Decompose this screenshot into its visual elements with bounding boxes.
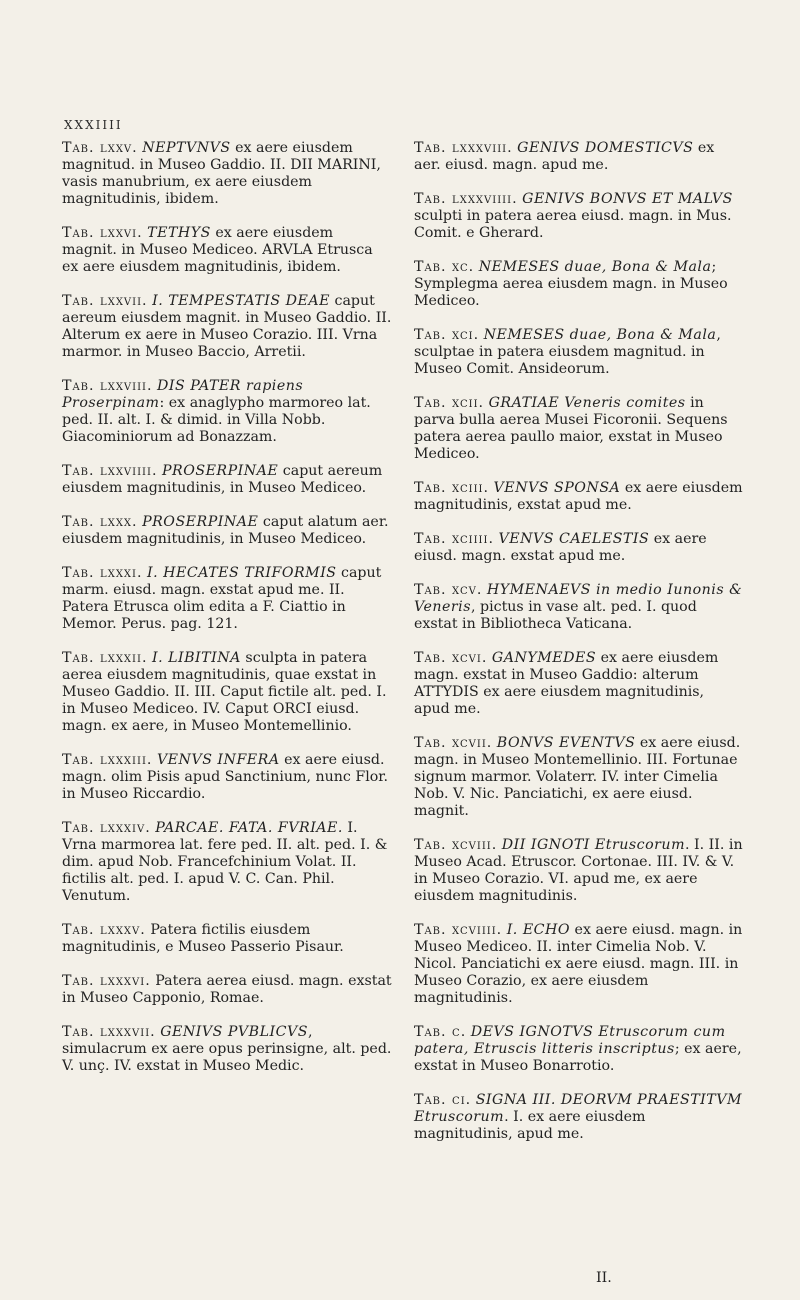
- plate-description: ex aere eiusdem magnitudinis, exstat apud me.: [414, 480, 743, 513]
- plate-subject: GENIVS BONVS ET MALVS: [522, 191, 733, 207]
- plate-label: Tab. xcv.: [414, 582, 483, 598]
- plate-label: Tab. c.: [414, 1024, 467, 1040]
- plate-subject: NEMESES duae, Bona & Mala: [483, 327, 717, 343]
- plate-label: Tab. lxxxviiii.: [414, 191, 518, 207]
- plate-description: sculpti in patera aerea eiusd. magn. in Mus. Comit. e Gherard.: [414, 208, 732, 241]
- plate-subject: DIS PATER rapiens Proserpinam: [62, 378, 304, 411]
- plate-label: Tab. xc.: [414, 259, 475, 275]
- plate-subject: I. ECHO: [506, 922, 571, 938]
- plate-subject: HYMENAEVS in medio Iunonis & Veneris: [414, 582, 743, 615]
- plate-description: , simulacrum ex aere opus perinsigne, alt. ped. V. unç. IV. exstat in Museo Medic.: [62, 1024, 392, 1074]
- catalog-entry: [62, 820, 392, 905]
- plate-label: Tab. lxxxi.: [62, 565, 143, 581]
- catalog-entry: [62, 378, 392, 446]
- plate-description: I. Vrna marmorea lat. fere ped. II. alt. ped. I. & dim. apud Nob. Francefchinium Volat. II. fictilis alt. ped. I. apud V. C. Can. Phil. Venutum.: [62, 820, 388, 904]
- plate-subject: DII IGNOTI Etruscorum: [501, 837, 686, 853]
- catalog-entry: [414, 650, 744, 718]
- plate-description: ; ex aere, exstat in Museo Bonarrotio.: [414, 1041, 742, 1074]
- catalog-entry: [414, 480, 744, 514]
- plate-subject: VENVS INFERA: [156, 752, 280, 768]
- plate-subject: GENIVS PVBLICVS: [160, 1024, 308, 1040]
- plate-label: Tab. lxxxiv.: [62, 820, 151, 836]
- plate-subject: DEVS IGNOTVS Etruscorum cum patera, Etruscis litteris inscriptus: [414, 1024, 726, 1057]
- catalog-entry: [62, 922, 392, 956]
- plate-subject: BONVS EVENTVS: [496, 735, 636, 751]
- plate-description: in parva bulla aerea Musei Ficoronii. Sequens patera aerea paullo maior, exstat in Museo Mediceo.: [414, 395, 728, 462]
- plate-description: caput marm. eiusd. magn. exstat apud me. II. Patera Etrusca olim edita a F. Ciattio in Memor. Perus. pag. 121.: [62, 565, 382, 632]
- plate-label: Tab. lxxv.: [62, 140, 138, 156]
- plate-label: Tab. lxxx.: [62, 514, 138, 530]
- plate-subject: GRATIAE Veneris comites: [488, 395, 686, 411]
- plate-label: Tab. ci.: [414, 1092, 472, 1108]
- plate-subject: PROSERPINAE: [161, 463, 279, 479]
- plate-label: Tab. lxxvii.: [62, 293, 148, 309]
- plate-description: ex aere eiusdem magn. exstat in Museo Gaddio: alterum ATTYDIS ex aere eiusdem magnitudinis, apud me.: [414, 650, 719, 717]
- plate-label: Tab. xciiii.: [414, 531, 494, 547]
- catalog-entry: [414, 259, 744, 310]
- plate-label: Tab. lxxviiii.: [62, 463, 158, 479]
- plate-description: . I. ex aere eiusdem magnitudinis, apud me.: [414, 1109, 646, 1142]
- plate-label: Tab. xcii.: [414, 395, 485, 411]
- plate-description: ex aere eiusdem magnit. in Museo Mediceo. ARVLA Etrusca ex aere eiusdem magnitudinis, ibidem.: [62, 225, 373, 275]
- plate-label: Tab. lxxxvi.: [62, 973, 151, 989]
- plate-label: Tab. xcviiii.: [414, 922, 503, 938]
- plate-subject: I. TEMPESTATIS DEAE: [152, 293, 330, 309]
- plate-description: caput aereum eiusdem magnitudinis, in Museo Mediceo.: [62, 463, 383, 496]
- catalog-entry: [414, 395, 744, 463]
- plate-description: ex aer. eiusd. magn. apud me.: [414, 140, 715, 173]
- plate-label: Tab. xcviii.: [414, 837, 498, 853]
- catalog-entry: [62, 514, 392, 548]
- catalog-entry: [414, 735, 744, 820]
- plate-subject: PROSERPINAE: [142, 514, 259, 530]
- catalog-entry: [414, 922, 744, 1007]
- plate-description: sculpta in patera aerea eiusdem magnitudinis, quae exstat in Museo Gaddio. II. III. Caput fictile alt. ped. I. in Museo Mediceo. IV. Caput ORCI eiusd. magn. ex aere, in Museo Montemellinio.: [62, 650, 387, 734]
- plate-description: . I. II. in Museo Acad. Etruscor. Cortonae. III. IV. & V. in Museo Corazio. VI. apud me, ex aere eiusdem magnitudinis.: [414, 837, 743, 904]
- plate-subject: TETHYS: [147, 225, 211, 241]
- plate-label: Tab. xci.: [414, 327, 480, 343]
- plate-description: ex aere eiusd. magn. in Museo Mediceo. II. inter Cimelia Nob. V. Nicol. Panciatichi ex aere eiusd. magn. III. in Museo Corazio, ex aere eiusdem magnitudinis.: [414, 922, 743, 1006]
- plate-subject: NEMESES duae, Bona & Mala: [478, 259, 712, 275]
- plate-label: Tab. xcvii.: [414, 735, 493, 751]
- plate-description: , pictus in vase alt. ped. I. quod exstat in Bibliotheca Vaticana.: [414, 599, 697, 632]
- plate-label: Tab. xciii.: [414, 480, 490, 496]
- plate-label: Tab. lxxviii.: [62, 378, 153, 394]
- catalog-entry: [62, 1024, 392, 1075]
- right-column: [414, 140, 744, 1160]
- plate-label: Tab. xcvi.: [414, 650, 488, 666]
- catalog-entry: [62, 565, 392, 633]
- plate-subject: SIGNA III. DEORVM PRAESTITVM Etruscorum: [414, 1092, 743, 1125]
- plate-description: ; Symplegma aerea eiusdem magn. in Museo Mediceo.: [414, 259, 728, 309]
- plate-label: Tab. lxxxvii.: [62, 1024, 156, 1040]
- plate-subject: GANYMEDES: [491, 650, 597, 666]
- plate-subject: VENVS SPONSA: [493, 480, 621, 496]
- catalog-entry: [414, 1024, 744, 1075]
- plate-subject: NEPTVNVS: [142, 140, 231, 156]
- plate-subject: VENVS CAELESTIS: [498, 531, 650, 547]
- plate-description: caput alatum aer. eiusdem magnitudinis, in Museo Mediceo.: [62, 514, 389, 547]
- page-number: XXXIIII: [64, 118, 123, 132]
- catalog-entry: [62, 463, 392, 497]
- catalog-entry: [414, 837, 744, 905]
- catalog-entry: [62, 650, 392, 735]
- plate-subject: PARCAE. FATA. FVRIAE.: [155, 820, 343, 836]
- plate-description: , sculptae in patera eiusdem magnitud. in Museo Comit. Ansideorum.: [414, 327, 721, 377]
- plate-label: Tab. lxxxiii.: [62, 752, 153, 768]
- plate-subject: I. HECATES TRIFORMIS: [147, 565, 337, 581]
- catalog-entry: [62, 293, 392, 361]
- plate-label: Tab. lxxxv.: [62, 922, 146, 938]
- plate-subject: GENIVS DOMESTICVS: [517, 140, 694, 156]
- catalog-entry: [414, 140, 744, 174]
- plate-description: Patera aerea eiusd. magn. exstat in Museo Capponio, Romae.: [62, 973, 392, 1006]
- plate-description: ex aere eiusd. magn. exstat apud me.: [414, 531, 707, 564]
- catalog-entry: [414, 1092, 744, 1143]
- catchword: II.: [596, 1270, 612, 1286]
- left-column: [62, 140, 392, 1092]
- plate-description: ex aere eiusd. magn. olim Pisis apud Sanctinium, nunc Flor. in Museo Riccardio.: [62, 752, 388, 802]
- plate-description: ex aere eiusd. magn. in Museo Montemellinio. III. Fortunae signum marmor. Volaterr. IV. inter Cimelia Nob. V. Nic. Panciatichi, ex aere eiusd. magnit.: [414, 735, 741, 819]
- catalog-entry: [414, 191, 744, 242]
- plate-subject: I. LIBITINA: [151, 650, 241, 666]
- catalog-entry: [414, 582, 744, 633]
- plate-description: Patera fictilis eiusdem magnitudinis, e Museo Passerio Pisaur.: [62, 922, 344, 955]
- catalog-entry: [62, 752, 392, 803]
- plate-label: Tab. lxxxii.: [62, 650, 148, 666]
- catalog-entry: [62, 140, 392, 208]
- plate-label: Tab. lxxvi.: [62, 225, 143, 241]
- catalog-entry: [414, 531, 744, 565]
- catalog-entry: [62, 225, 392, 276]
- plate-label: Tab. lxxxviii.: [414, 140, 513, 156]
- catalog-entry: [62, 973, 392, 1007]
- plate-description: ex aere eiusdem magnitud. in Museo Gaddio. II. DII MARINI, vasis manubrium, ex aere eiusdem magnitudinis, ibidem.: [62, 140, 381, 207]
- plate-description: : ex anaglypho marmoreo lat. ped. II. alt. I. & dimid. in Villa Nobb. Giacominiorum ad Bonazzam.: [62, 395, 371, 445]
- catalog-entry: [414, 327, 744, 378]
- plate-description: caput aereum eiusdem magnit. in Museo Gaddio. II. Alterum ex aere in Museo Corazio. III. Vrna marmor. in Museo Baccio, Arretii.: [62, 293, 392, 360]
